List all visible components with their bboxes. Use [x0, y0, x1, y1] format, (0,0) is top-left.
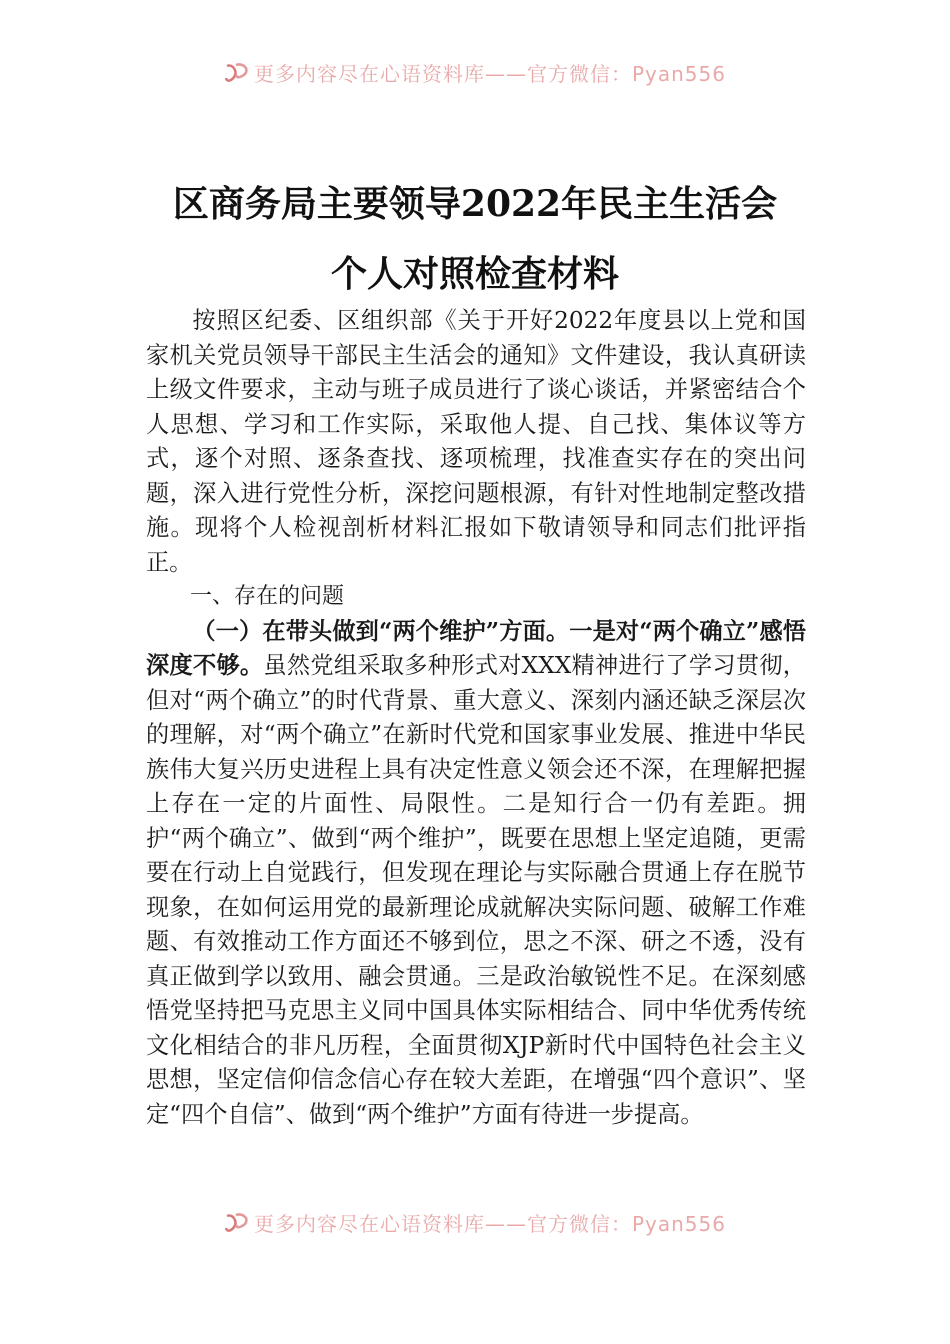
subsection1-text: 虽然党组采取多种形式对XXX精神进行了学习贯彻，但对“两个确立”的时代背景、重大意义、深刻内涵还缺乏深层次的理解，对“两个确立”在新时代党和国家事业发展、推进中华民族伟大复兴历史进程上具有决定性意义领会还不深，在理解把握上存在一定的片面性、局限性。二是知行合一仍有差距。拥护“两个确立”、做到“两个维护”，既要在思想上坚定追随，更需要在行动上自觉践行，但发现在理论与实际融合贯通上存在脱节现象，在如何运用党的最新理论成就解决实际问题、破解工作难题、有效推动工作方面还不够到位，思之不深、研之不透，没有真正做到学以致用、融会贯通。三是政治敏锐性不足。在深刻感悟党坚持把马克思主义同中国具体实际相结合、同中华优秀传统文化相结合的非凡历程，全面贯彻XJP新时代中国特色社会主义思想，坚定信仰信念信心存在较大差距，在增强“四个意识”、坚定“四个自信”、做到“两个维护”方面有待进一步提高。 — [146, 652, 806, 1128]
watermark-top — [0, 58, 950, 89]
intro-paragraph: 按照区纪委、区组织部《关于开好2022年度县以上党和国家机关党员领导干部民主生活会的通知》文件建设，我认真研读上级文件要求，主动与班子成员进行了谈心谈话，并紧密结合个人思想、学习和工作实际，采取他人提、自己找、集体议等方式，逐个对照、逐条查找、逐项梳理，找准查实存在的突出问题，深入进行党性分析，深挖问题根源，有针对性地制定整改措施。现将个人检视剖析材料汇报如下敬请领导和同志们批评指正。 — [146, 307, 806, 576]
watermark-text: 更多内容尽在心语资料库——官方微信：Pyan556 — [253, 62, 726, 86]
watermark-bottom — [0, 1208, 950, 1239]
document-title-line1: 区商务局主要领导2022年民主生活会 — [172, 183, 778, 225]
subsection1-paragraph — [146, 615, 806, 1133]
watermark-logo-icon — [224, 1212, 250, 1239]
section1-heading: 一、存在的问题 — [190, 584, 345, 609]
watermark-text: 更多内容尽在心语资料库——官方微信：Pyan556 — [253, 1212, 726, 1236]
document-body — [146, 304, 806, 1132]
watermark-logo-icon — [224, 62, 250, 89]
subsection1-heading: （一）在带头做到“两个维护”方面。一是对“两个确立”感悟深度不够。 — [146, 617, 806, 679]
document-title-line2: 个人对照检查材料 — [330, 253, 619, 295]
